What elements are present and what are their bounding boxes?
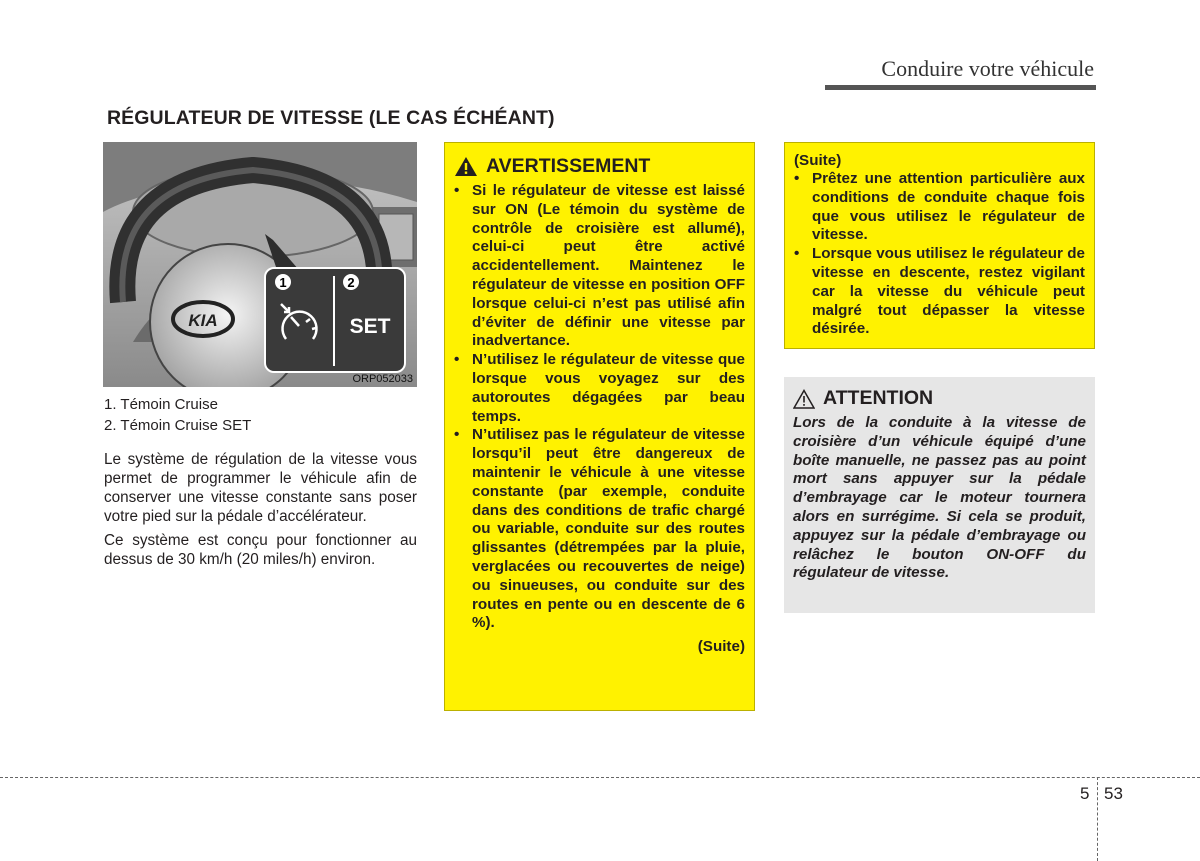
svg-text:2: 2 — [347, 275, 355, 290]
warning-box — [444, 142, 755, 711]
continued-label: (Suite) — [794, 152, 842, 169]
list-item: • Prêtez une attention particulière aux conditions de conduite chaque fois que vous utilisez le régulateur de vitesse. — [794, 170, 1085, 245]
paragraph: Le système de régulation de la vitesse vous permet de programmer le véhicule afin de conserver une vitesse constante sans poser votre pied sur la pédale d’accélérateur. — [104, 451, 417, 525]
page-header-title: Conduire votre véhicule — [881, 56, 1094, 81]
svg-text:KIA: KIA — [188, 311, 218, 330]
attention-box — [784, 377, 1095, 613]
warning-list — [794, 170, 1085, 339]
paragraph: Ce système est conçu pour fonctionner au dessus de 30 km/h (20 miles/h) environ. — [104, 532, 417, 568]
footer-divider — [0, 777, 1200, 778]
attention-text: Lors de la conduite à la vitesse de croisière d’un véhicule équipé d’une boîte manuelle, ne passez pas au point mort sans appuyer sur la pédale d’embrayage car le moteur tournera alors en surrégime. Si cela se produit, appuyez sur la pédale d’embrayage ou relâchez le bouton ON-OFF du régulateur de vitesse. — [793, 414, 1086, 582]
figure-legend — [104, 394, 251, 436]
attention-heading — [793, 387, 1086, 410]
footer-vertical-divider — [1097, 777, 1098, 861]
continued-label: (Suite) — [697, 638, 745, 656]
attention-title: ATTENTION — [823, 387, 934, 409]
page-number: 53 — [1104, 784, 1123, 803]
caution-triangle-icon — [793, 389, 815, 409]
header-rule — [825, 85, 1096, 90]
figure-code: ORP052033 — [352, 373, 413, 385]
list-item: • N’utilisez pas le régulateur de vitesse lorsqu’il peut être dangereux de maintenir le véhicule à une vitesse constante (par exemple, conduite dans des conditions de trafic chargé ou variable, conduite sur des routes glissantes (détrempées par la pluie, verglacées ou recouvertes de neige) ou sinueuses, ou conduite sur des routes en pente ou en descente de 6 %). — [454, 426, 745, 633]
legend-item: 1. Témoin Cruise — [104, 396, 218, 413]
chapter-number: 5 — [1080, 784, 1090, 803]
list-item: • Lorsque vous utilisez le régulateur de vitesse en descente, restez vigilant car la vitesse du véhicule peut malgré tout dépasser la vitesse désirée. — [794, 245, 1085, 339]
set-indicator-label: SET — [349, 315, 391, 338]
list-item: • Si le régulateur de vitesse est laissé sur ON (Le témoin du système de contrôle de croisière est allumé), celui-ci peut être activé accidentellement. Maintenez le régulateur de vitesse en position OFF lorsque celui-ci n’est pas utilisé afin d’éviter de définir une vitesse par inadvertance. — [454, 182, 745, 351]
section-title: RÉGULATEUR DE VITESSE (LE CAS ÉCHÉANT) — [107, 107, 555, 129]
legend-item: 2. Témoin Cruise SET — [104, 417, 252, 434]
warning-list — [454, 182, 745, 633]
intro-text — [104, 450, 417, 574]
warning-title: AVERTISSEMENT — [486, 155, 651, 177]
list-item: • N’utilisez le régulateur de vitesse que lorsque vous voyagez sur des autoroutes dégagées par beau temps. — [454, 351, 745, 426]
warning-triangle-icon — [454, 156, 478, 177]
warning-continued-box — [784, 142, 1095, 349]
steering-wheel-figure — [103, 142, 417, 387]
svg-text:1: 1 — [279, 275, 287, 290]
warning-heading — [454, 155, 745, 178]
